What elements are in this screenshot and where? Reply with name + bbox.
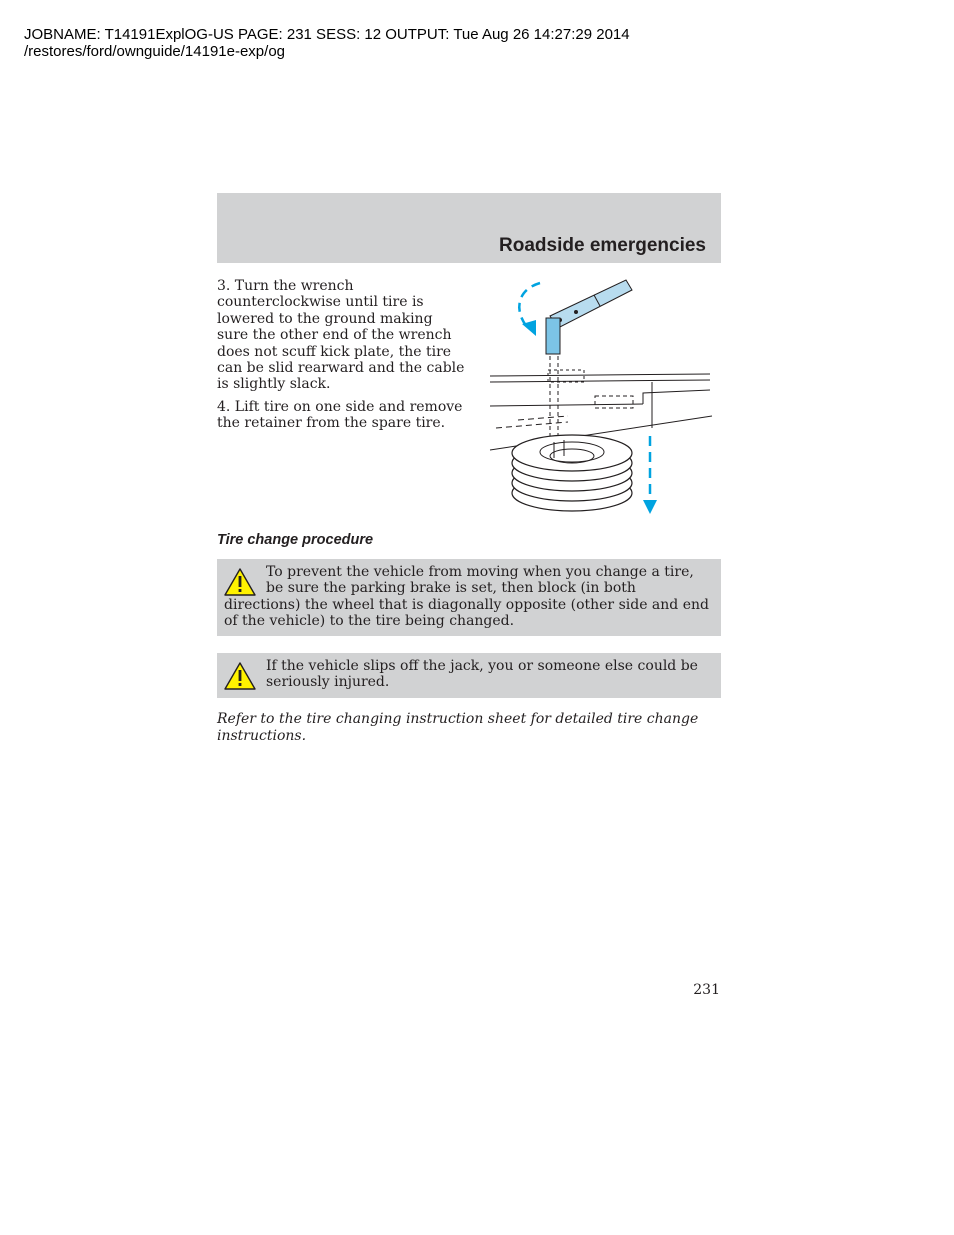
warning-box [217,559,721,636]
warning-box [217,653,721,698]
step-4: 4. Lift tire on one side and remove the retainer from the spare tire. [217,398,463,432]
page-title: Roadside emergencies [499,235,706,256]
warning-triangle-icon [224,662,256,690]
reference-note: Refer to the tire changing instruction sheet for detailed tire change instructions. [217,711,699,744]
page-number: 231 [693,982,720,998]
spare-tire-lowering-illustration [488,278,720,518]
step-3: 3. Turn the wrench counterclockwise until tire is lowered to the ground making sure the other end of the wrench does not scuff kick plate, the tire can be slid rearward and the cable is slightly slack. [217,278,465,393]
job-line-2: /restores/ford/ownguide/14191e-exp/og [24,43,286,60]
job-line-1: JOBNAME: T14191ExplOG-US PAGE: 231 SESS: 12 OUTPUT: Tue Aug 26 14:27:29 2014 [24,26,630,43]
warning-text: If the vehicle slips off the jack, you or someone else could be seriously injured. [266,658,698,691]
instruction-steps [217,278,465,438]
warning-triangle-icon [224,568,256,596]
print-job-info [24,26,630,60]
section-header-bar [217,193,721,263]
section-heading: Tire change procedure [217,532,374,548]
warning-text: To prevent the vehicle from moving when you change a tire, be sure the parking brake is set, then block (in both directions) the wheel that is diagonally opposite (other side and end of the vehicle) to the tire being changed. [224,564,709,630]
